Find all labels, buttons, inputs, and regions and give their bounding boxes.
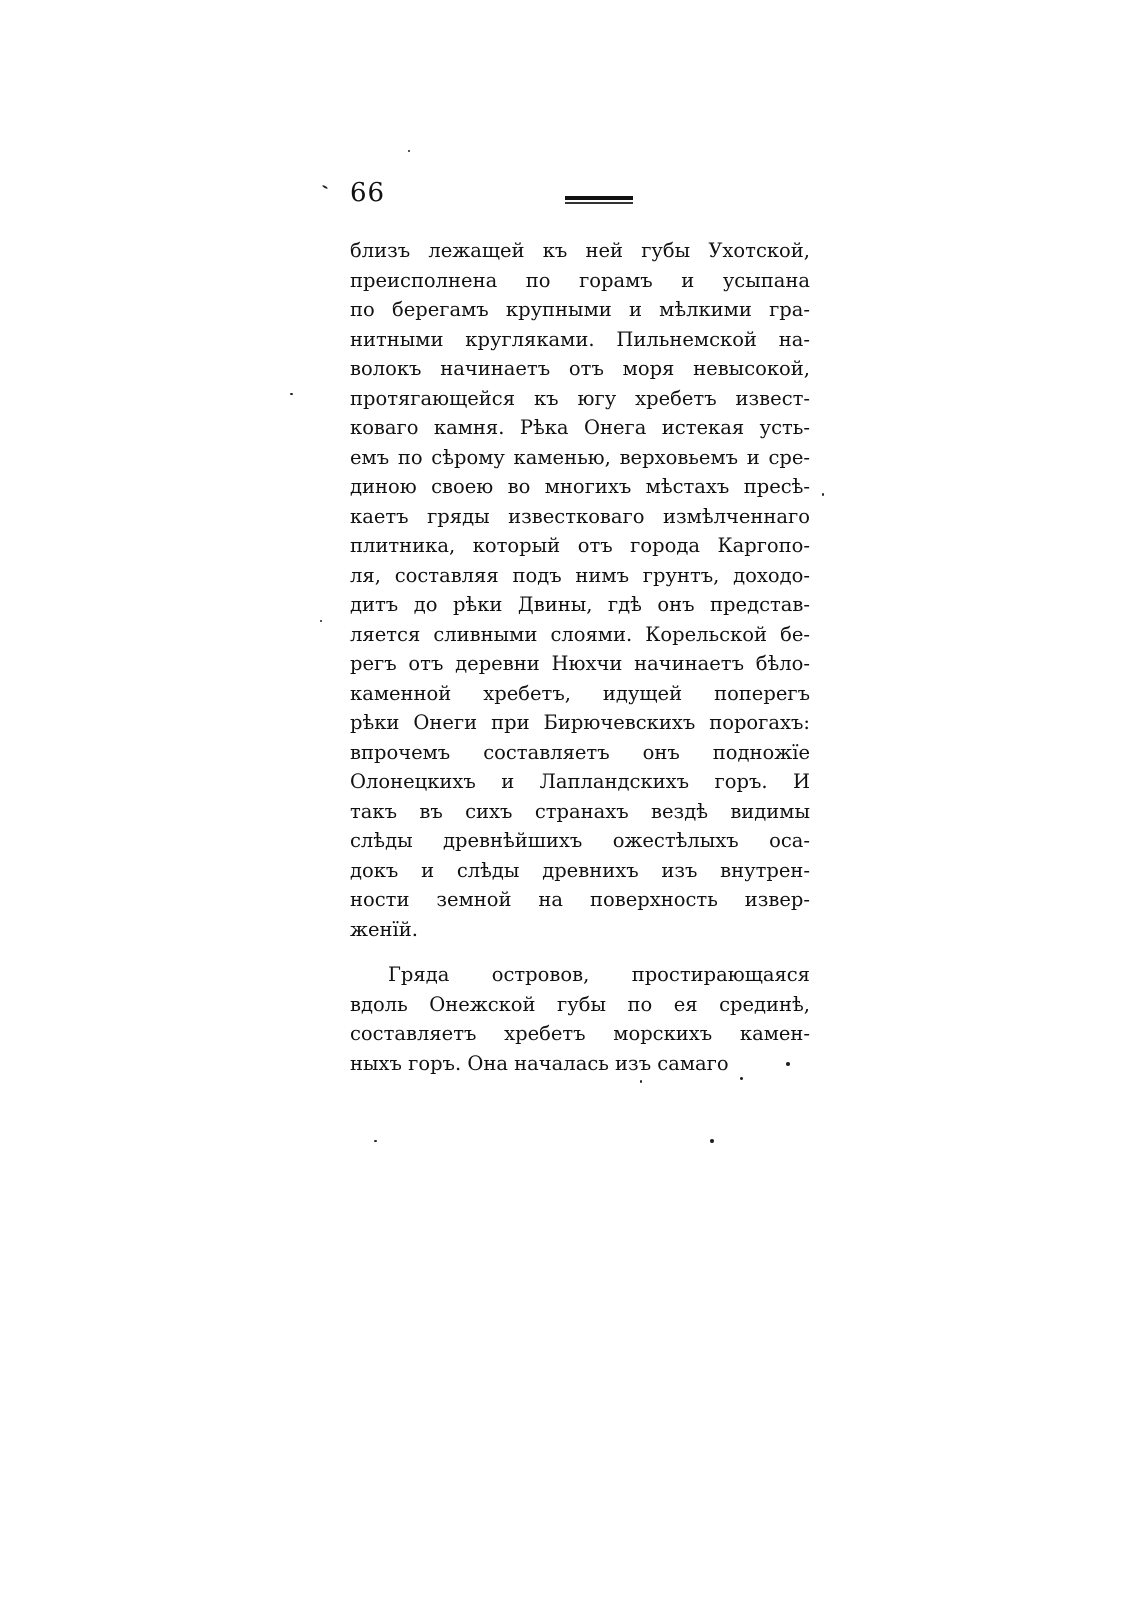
text-line: волокъ начинаетъ отъ моря невысокой, (350, 357, 810, 380)
header-rule (565, 196, 633, 205)
text-line: такъ въ сихъ странахъ вездѣ видимы (350, 799, 810, 823)
text-line: по берегамъ крупными и мѣлкими гра- (350, 298, 810, 321)
text-line: составляетъ хребетъ морскихъ камен- (350, 1022, 810, 1045)
text-line: впрочемъ составляетъ онъ подножїе (350, 740, 810, 764)
text-line: регъ отъ деревни Нюхчи начинаетъ бѣло- (350, 652, 810, 675)
text-line: близъ лежащей къ ней губы Ухотской, (350, 239, 810, 262)
text-line: рѣки Онеги при Бирючевскихъ порогахъ: (350, 711, 810, 734)
scan-speck (374, 1140, 377, 1142)
page-number: 66 (350, 178, 386, 208)
text-line: плитника, который отъ города Каргопо- (350, 534, 810, 557)
text-line: ныхъ горъ. Она началась изъ самаго (350, 1051, 729, 1075)
body-text (350, 236, 810, 1078)
scan-speck (822, 493, 824, 496)
text-line: дитъ до рѣки Двины, гдѣ онъ представ- (350, 593, 810, 616)
text-line: протягающейся къ югу хребетъ извест- (350, 386, 810, 410)
scan-speck (786, 1062, 790, 1066)
text-line: каетъ гряды известковаго измѣлченнаго (350, 504, 810, 528)
text-line: диною своею во многихъ мѣстахъ пресѣ- (350, 475, 810, 498)
scan-speck (320, 620, 322, 622)
text-line: Олонецкихъ и Лапландскихъ горъ. И (350, 770, 810, 793)
text-line: ляется сливными слоями. Корельской бе- (350, 622, 810, 646)
text-line: каменной хребетъ, идущей поперегъ (350, 681, 810, 705)
scan-speck (290, 393, 293, 395)
scan-speck (710, 1139, 714, 1143)
text-line: нитными кругляками. Пильнемской на- (350, 327, 810, 351)
scan-speck (322, 185, 328, 190)
scan-speck (408, 150, 410, 152)
scan-speck (740, 1077, 743, 1080)
text-line: преисполнена по горамъ и усыпана (350, 268, 810, 292)
text-line: женїй. (350, 917, 418, 941)
text-line: слѣды древнѣйшихъ ожестѣлыхъ оса- (350, 829, 810, 852)
text-line: докъ и слѣды древнихъ изъ внутрен- (350, 858, 810, 882)
paragraph (350, 236, 810, 944)
text-line: коваго камня. Рѣка Онега истекая усть- (350, 416, 810, 439)
text-line: ля, составляя подъ нимъ грунтъ, доходо- (350, 563, 810, 587)
scan-speck (640, 1080, 642, 1083)
text-line: емъ по сѣрому каменью, верховьемъ и сре- (350, 445, 810, 469)
text-line: Гряда островов, простирающаяся (388, 963, 810, 986)
text-line: вдоль Онежской губы по ея срединѣ, (350, 992, 810, 1016)
paragraph (350, 960, 810, 1078)
text-line: ности земной на поверхность извер- (350, 888, 810, 911)
